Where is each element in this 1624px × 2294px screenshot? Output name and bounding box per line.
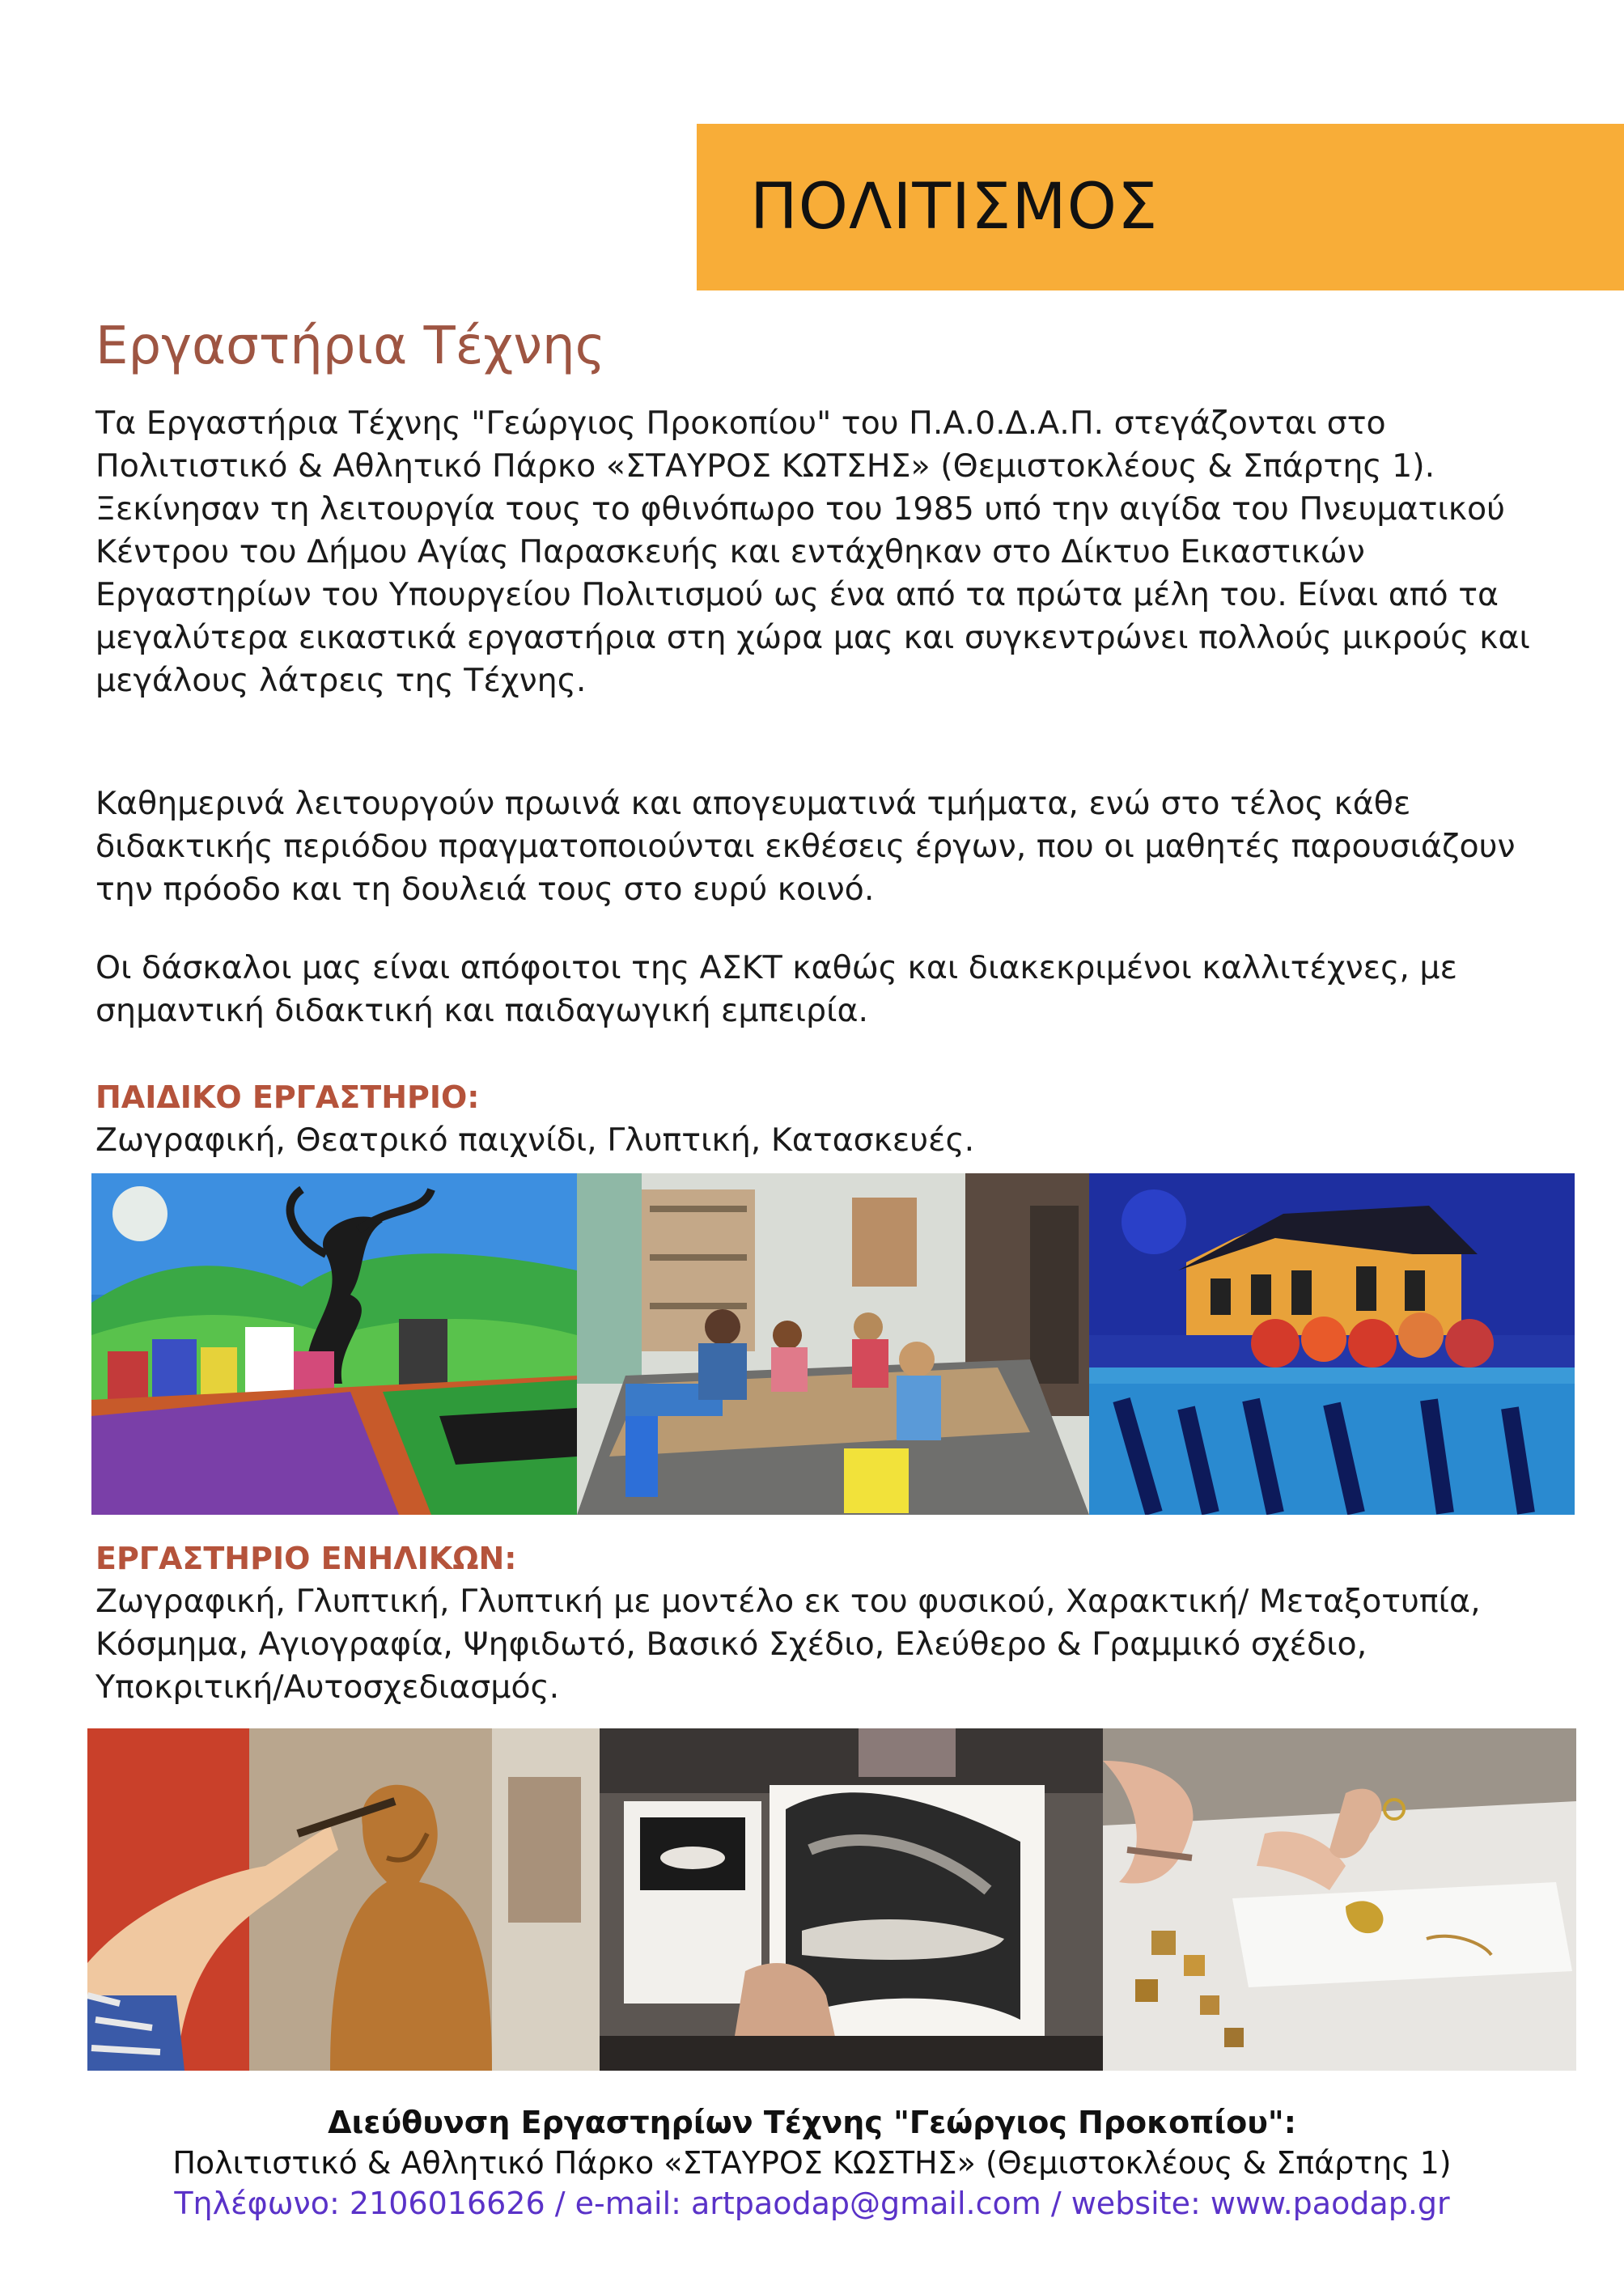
banner-title: ΠΟΛΙΤΙΣΜΟΣ [750, 171, 1159, 244]
kids-workshop-activities: Ζωγραφική, Θεατρικό παιχνίδι, Γλυπτική, Κατασκευές. [95, 1122, 975, 1159]
adults-sculpture-photo [87, 1728, 600, 2071]
adults-jewelry-photo [1103, 1728, 1576, 2071]
adults-workshop-activities: Ζωγραφική, Γλυπτική, Γλυπτική με μοντέλο εκ του φυσικού, Χαρακτική/ Μεταξοτυπία, Κόσμημα, Αγιογραφία, Ψηφιδωτό, Βασικό Σχέδιο, Ελεύθερο & Γραμμικό σχέδιο, Υποκριτική/Αυτοσχεδιασμός. [95, 1583, 1481, 1706]
kids-painting-village-photo [91, 1173, 577, 1515]
adults-workshop-title: ΕΡΓΑΣΤΗΡΙΟ ΕΝΗΛΙΚΩΝ: [95, 1541, 517, 1576]
kids-classroom-photo [577, 1173, 1089, 1515]
footer-address: Πολιτιστικό & Αθλητικό Πάρκο «ΣΤΑΥΡΟΣ ΚΩΣΤΗΣ» (Θεμιστοκλέους & Σπάρτης 1) [172, 2145, 1452, 2181]
intro-paragraph-3: Οι δάσκαλοι μας είναι απόφοιτοι της ΑΣΚΤ καθώς και διακεκριμένοι καλλιτέχνες, με σημαντική διδακτική και παιδαγωγική εμπειρία. [95, 949, 1457, 1029]
footer-contact: Τηλέφωνο: 2106016626 / e-mail: artpaodap@gmail.com / website: www.paodap.gr [174, 2186, 1450, 2221]
adults-drawing-photo [600, 1728, 1103, 2071]
intro-paragraph-2: Καθημερινά λειτουργούν πρωινά και απογευματινά τμήματα, ενώ στο τέλος κάθε διδακτικής περιόδου πραγματοποιούνται εκθέσεις έργων, που οι μαθητές παρουσιάζουν την πρόοδο και τη δουλειά τους στο ευρύ κοινό. [95, 785, 1516, 908]
footer-title: Διεύθυνση Εργαστηρίων Τέχνης "Γεώργιος Προκοπίου": [328, 2105, 1296, 2140]
intro-paragraph-1: Τα Εργαστήρια Τέχνης "Γεώργιος Προκοπίου" του Π.Α.0.Δ.Α.Π. στεγάζονται στο Πολιτιστικό & Αθλητικό Πάρκο «ΣΤΑΥΡΟΣ ΚΩΤΣΗΣ» (Θεμιστοκλέους & Σπάρτης 1). Ξεκίνησαν τη λειτουργία τους το φθινόπωρο του 1985 υπό την αιγίδα του Πνευματικού Κέντρου του Δήμου Αγίας Παρασκευής και εντάχθηκαν στο Δίκτυο Εικαστικών Εργαστηρίων του Υπουργείου Πολιτισμού ως ένα από τα πρώτα μέλη του. Είναι από τα μεγαλύτερα εικαστικά εργαστήρια στη χώρα μας και συγκεντρώνει πολλούς μικρούς και μεγάλους λάτρεις της Τέχνης. [95, 405, 1530, 699]
kids-workshop-title: ΠΑΙΔΙΚΟ ΕΡΓΑΣΤΗΡΙΟ: [95, 1079, 480, 1115]
page-title: Εργαστήρια Τέχνης [95, 316, 606, 376]
section-banner [697, 124, 1624, 290]
kids-painting-house-photo [1089, 1173, 1575, 1515]
